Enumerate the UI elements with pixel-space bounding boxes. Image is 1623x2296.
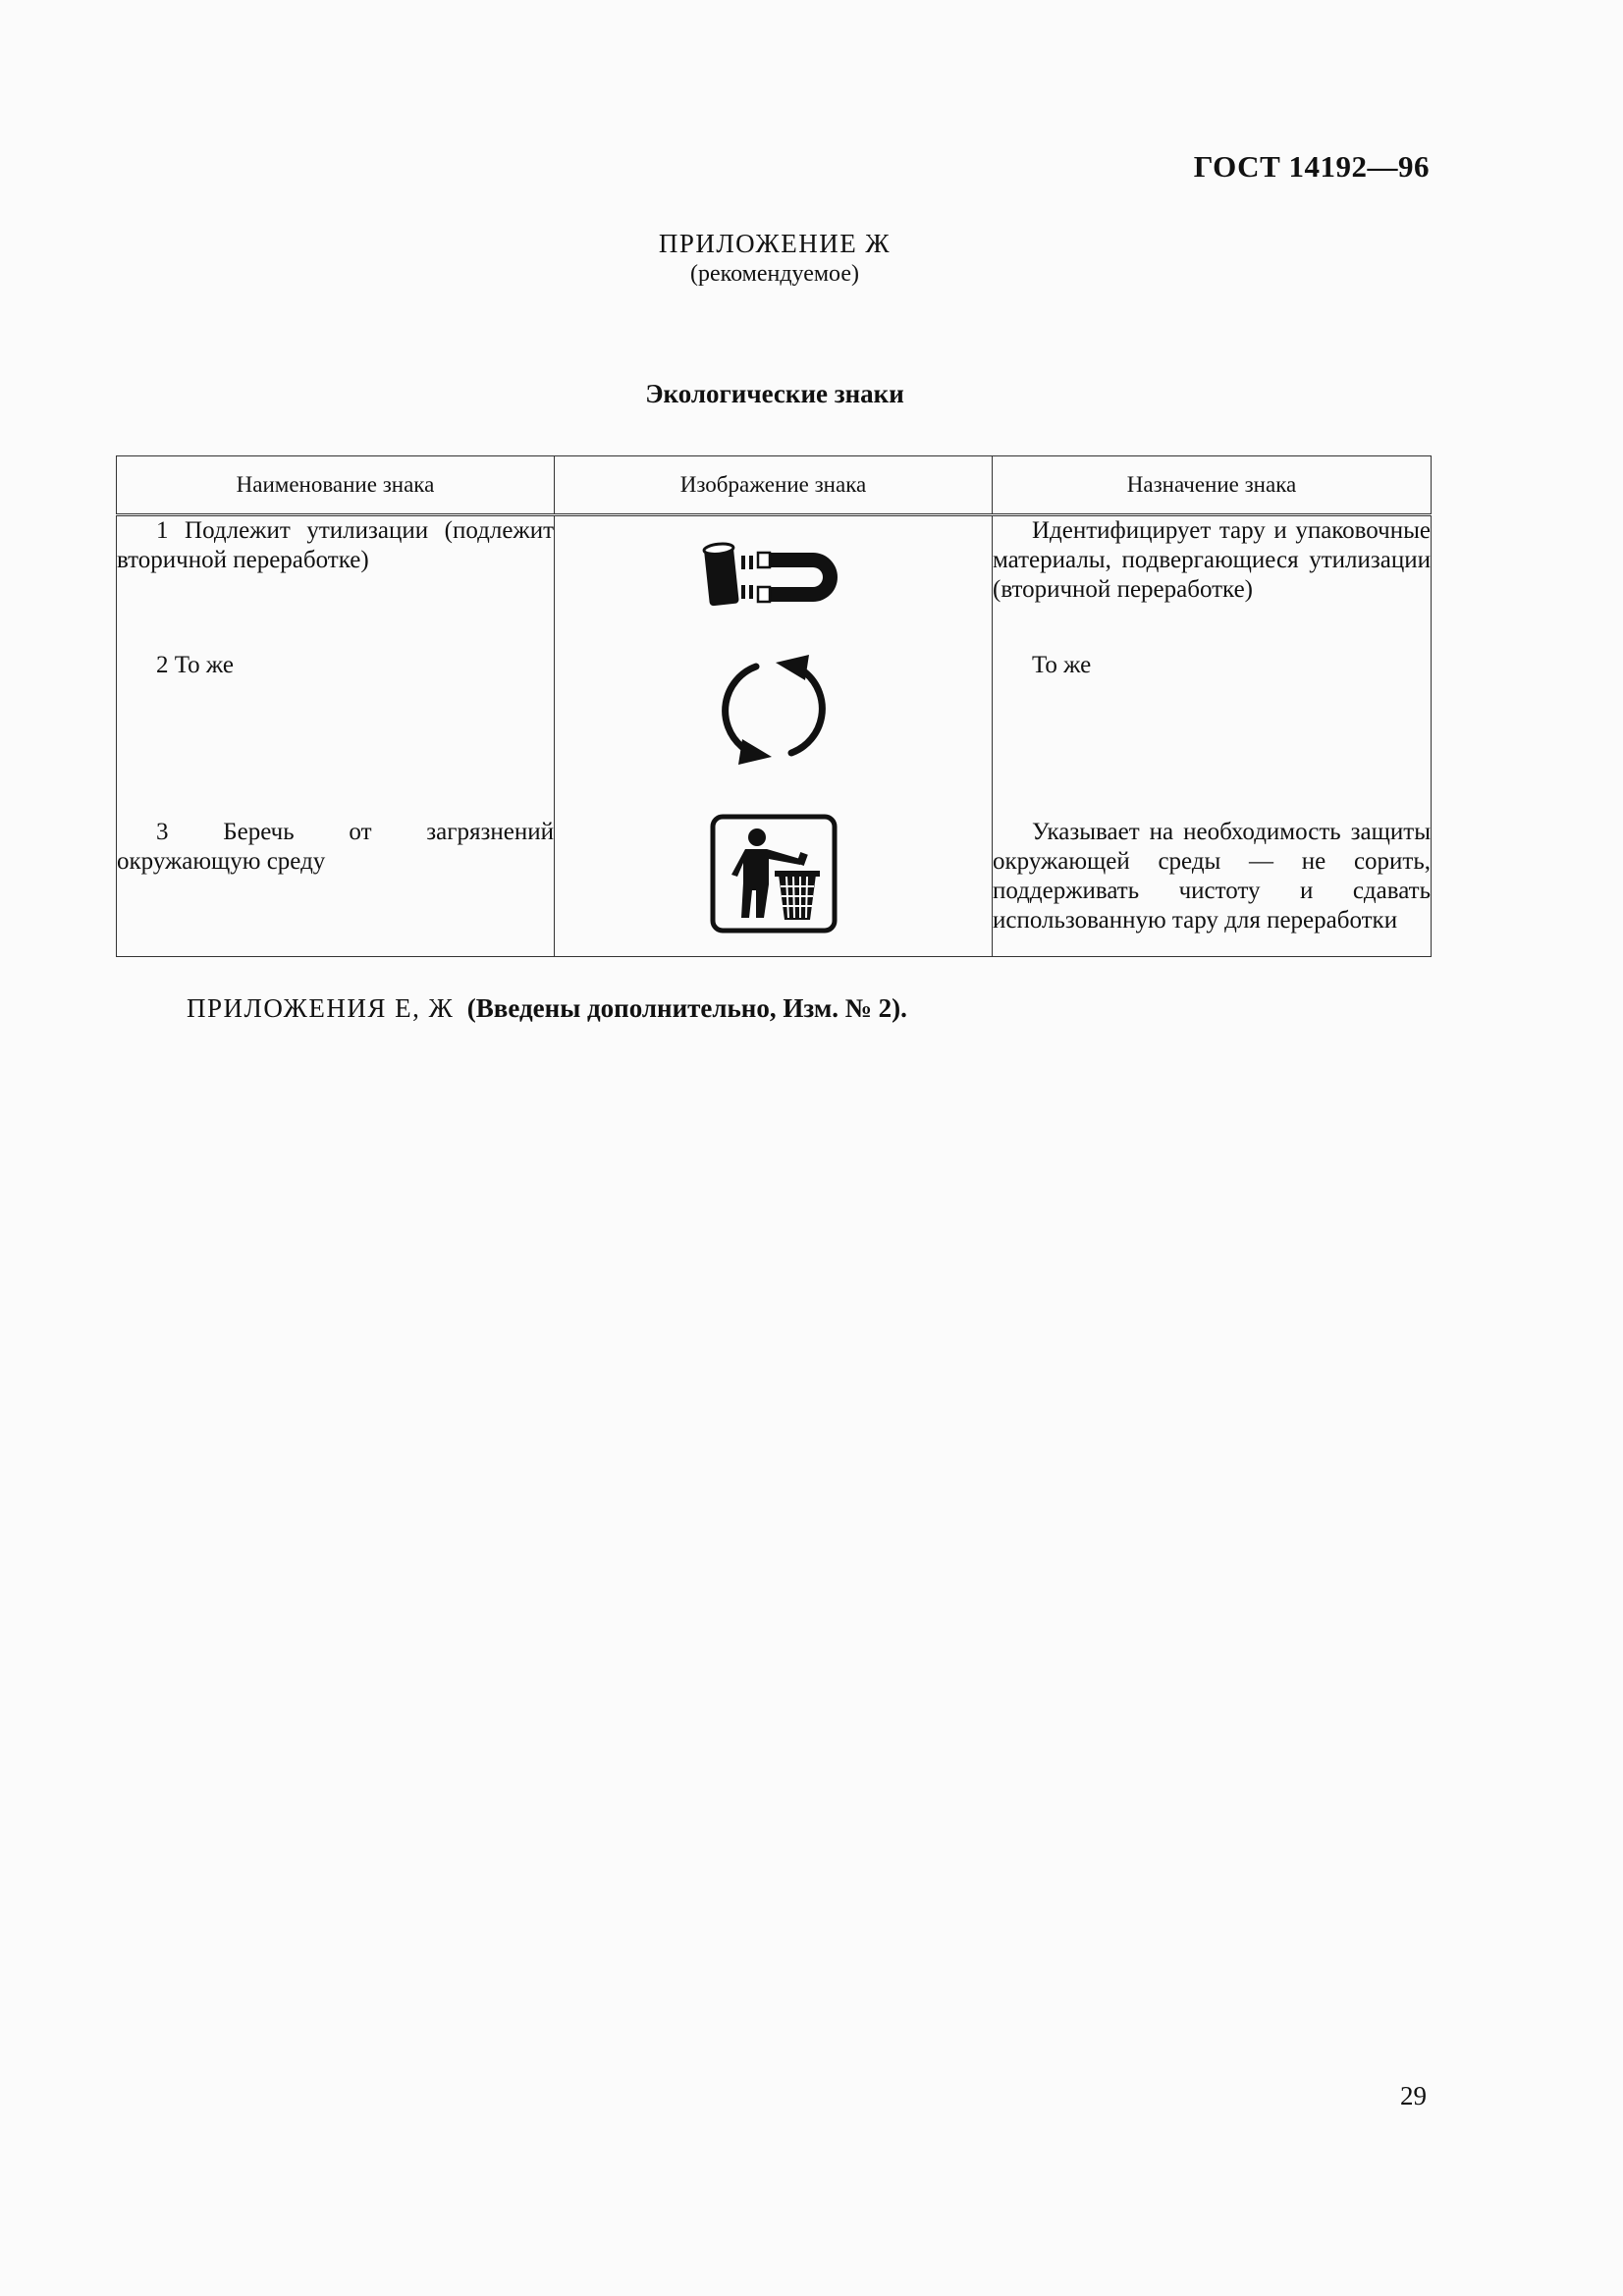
sign-purpose-cell: Идентифицирует тару и упаковочные материалы, подвергающиеся утилизации (вторичной переработке): [993, 515, 1432, 652]
table-row: [117, 651, 1432, 808]
table-row: [117, 808, 1432, 957]
appendix-subtitle: (рекомендуемое): [690, 261, 859, 287]
table-header-row: [117, 456, 1432, 515]
table-row: [117, 515, 1432, 652]
circular-arrows-icon: [715, 651, 833, 769]
sign-purpose-cell: То же: [993, 651, 1432, 808]
amendment-text: (Введены дополнительно, Изм. № 2).: [466, 993, 907, 1023]
amendment-note: [187, 993, 907, 1024]
table-title: Экологические знаки: [645, 379, 904, 408]
sign-name-cell: 3 Беречь от загрязнений окружающую среду: [117, 808, 555, 957]
sign-name-cell: 2 То же: [117, 651, 555, 808]
amendment-lead: ПРИЛОЖЕНИЯ Е, Ж: [187, 993, 455, 1023]
header-sign-name: Наименование знака: [117, 456, 555, 515]
appendix-title: ПРИЛОЖЕНИЕ Ж: [658, 229, 892, 258]
standard-designation: ГОСТ 14192—96: [1193, 149, 1430, 184]
tidy-man-icon: [710, 814, 838, 934]
eco-signs-table: [116, 455, 1432, 957]
header-sign-image: Изображение знака: [555, 456, 993, 515]
page-number: 29: [1400, 2081, 1427, 2110]
sign-name-cell: 1 Подлежит утилизации (подлежит вторичной переработке): [117, 515, 555, 652]
header-sign-purpose: Назначение знака: [993, 456, 1432, 515]
sign-purpose-cell: Указывает на необходимость защиты окружающей среды — не сорить, поддерживать чистоту и сдавать использованную тару для переработки: [993, 808, 1432, 957]
magnet-recycling-icon: [695, 536, 852, 614]
